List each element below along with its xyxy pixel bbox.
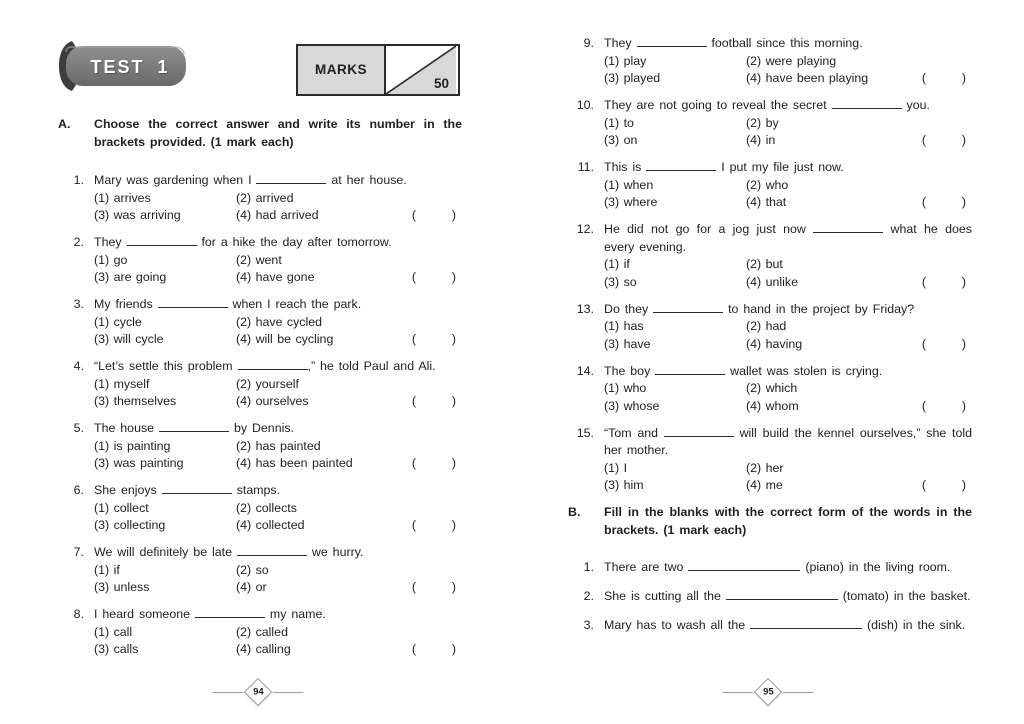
item-text: Mary has to wash all the (dish) in the sink. (604, 618, 966, 632)
question-text: The house by Dennis. (94, 421, 294, 435)
marks-box (296, 44, 460, 96)
option-2: (2) has painted (236, 438, 321, 453)
option-4: (4) had arrived (236, 208, 319, 222)
option-1: (1) call (94, 624, 133, 639)
options-row (54, 207, 462, 225)
question-stem (564, 35, 972, 53)
question-text: They are not going to reveal the secret you. (604, 98, 930, 112)
answer-bracket-close: ) (451, 208, 456, 222)
answer-blank (726, 589, 838, 600)
option-4: (4) me (746, 478, 783, 492)
option-4: (4) or (236, 580, 267, 594)
option-4: (4) that (746, 195, 787, 209)
question-stem (564, 159, 972, 177)
options-row (54, 562, 462, 580)
option-2: (2) have cycled (236, 314, 323, 329)
option-3: (3) have (604, 336, 651, 351)
page-left (54, 0, 462, 724)
question-number: 3. (73, 297, 84, 311)
question-stem (564, 363, 972, 381)
answer-blank (159, 421, 229, 432)
options-row (54, 269, 462, 287)
option-2: (2) who (746, 177, 789, 192)
option-4: (4) have been playing (746, 71, 869, 85)
answer-bracket-close: ) (961, 336, 966, 351)
section-b-label: B. (568, 505, 581, 519)
page-number-diamond (244, 678, 272, 706)
questions-column-right (564, 35, 972, 495)
option-1: (1) arrives (94, 190, 151, 205)
question-number: 15. (576, 425, 594, 440)
question-6 (54, 482, 462, 535)
option-1: (1) who (604, 381, 647, 395)
question-stem (54, 544, 462, 562)
question-text: They for a hike the day after tomorrow. (94, 235, 392, 249)
question-5 (54, 420, 462, 473)
answer-bracket-close: ) (961, 398, 966, 413)
question-stem (564, 425, 972, 460)
test-banner (56, 40, 196, 92)
item-number: 1. (583, 560, 594, 574)
option-1: (1) play (604, 53, 647, 68)
options-row (54, 579, 462, 597)
option-4: (4) will be cycling (236, 332, 334, 346)
question-stem (54, 172, 462, 190)
option-3: (3) collecting (94, 518, 166, 532)
option-4: (4) unlike (746, 274, 798, 289)
option-3: (3) whose (604, 398, 660, 413)
answer-bracket-open: ( (921, 133, 926, 147)
option-4: (4) has been painted (236, 456, 353, 470)
answer-blank (195, 607, 265, 618)
options-row (54, 624, 462, 642)
options-row (564, 477, 972, 495)
section-a-label: A. (58, 117, 71, 131)
page-number-value: 94 (252, 686, 264, 698)
option-3: (3) will cycle (94, 332, 164, 346)
question-text: Do they to hand in the project by Friday? (604, 301, 915, 316)
option-3: (3) was arriving (94, 208, 181, 222)
options-row (564, 274, 972, 292)
item-number: 2. (583, 589, 594, 603)
fill-item-1 (564, 559, 972, 577)
answer-blank (653, 302, 723, 313)
question-10 (564, 97, 972, 150)
section-a-heading (54, 116, 462, 151)
question-11 (564, 159, 972, 212)
question-number: 7. (73, 545, 84, 559)
marks-label: MARKS (298, 46, 386, 94)
option-1: (1) myself (94, 376, 150, 391)
question-number: 10. (576, 98, 594, 112)
options-row (564, 256, 972, 274)
answer-bracket-open: ( (411, 456, 416, 470)
option-4: (4) ourselves (236, 394, 309, 408)
options-row (54, 314, 462, 332)
page-number-line (213, 692, 243, 693)
option-3: (3) on (604, 133, 638, 147)
question-stem (54, 296, 462, 314)
options-row (54, 500, 462, 518)
page-number-line (723, 692, 753, 693)
page-number-line (783, 692, 813, 693)
question-stem (564, 221, 972, 256)
question-12 (564, 221, 972, 291)
options-row (54, 376, 462, 394)
options-row (564, 460, 972, 478)
option-3: (3) calls (94, 642, 139, 656)
answer-blank (832, 98, 902, 109)
options-row (54, 455, 462, 473)
answer-bracket-close: ) (451, 456, 456, 470)
test-banner-title: TEST 1 (90, 57, 170, 77)
options-row (54, 641, 462, 659)
option-3: (3) are going (94, 270, 167, 284)
question-number: 12. (576, 222, 594, 236)
options-row (564, 336, 972, 354)
answer-blank (655, 364, 725, 375)
section-b-heading (564, 504, 972, 539)
question-stem (54, 234, 462, 252)
question-stem (54, 482, 462, 500)
page-number-value: 95 (762, 686, 774, 698)
questions-column-left (54, 172, 462, 659)
question-number: 5. (73, 421, 84, 435)
options-row (564, 53, 972, 71)
option-1: (1) if (94, 562, 120, 577)
question-8 (54, 606, 462, 659)
page-number-right (723, 682, 813, 702)
options-row (564, 380, 972, 398)
question-number: 13. (576, 301, 594, 316)
answer-bracket-open: ( (921, 274, 926, 289)
question-stem (564, 301, 972, 319)
answer-bracket-open: ( (921, 478, 926, 492)
answer-bracket-open: ( (411, 518, 416, 532)
option-2: (2) collects (236, 500, 297, 515)
question-15 (564, 425, 972, 495)
fill-item-3 (564, 617, 972, 635)
answer-blank (688, 560, 800, 571)
question-number: 8. (73, 607, 84, 621)
option-1: (1) I (604, 460, 628, 475)
item-text: There are two (piano) in the living room. (604, 560, 951, 574)
option-3: (3) so (604, 274, 637, 289)
answer-bracket-close: ) (451, 642, 456, 656)
question-1 (54, 172, 462, 225)
option-4: (4) have gone (236, 270, 315, 284)
option-2: (2) yourself (236, 376, 299, 391)
option-4: (4) collected (236, 518, 305, 532)
option-1: (1) go (94, 252, 128, 267)
answer-bracket-open: ( (921, 195, 926, 209)
answer-bracket-close: ) (451, 580, 456, 594)
marks-score-cell (386, 46, 458, 94)
answer-blank (256, 173, 326, 184)
answer-bracket-close: ) (961, 71, 966, 85)
answer-blank (127, 235, 197, 246)
option-3: (3) him (604, 478, 644, 492)
option-2: (2) had (746, 319, 787, 333)
options-row (564, 132, 972, 150)
option-1: (1) is painting (94, 438, 171, 453)
question-stem (54, 358, 462, 376)
option-1: (1) collect (94, 500, 149, 515)
answer-bracket-close: ) (451, 270, 456, 284)
answer-blank (646, 160, 716, 171)
option-2: (2) her (746, 460, 784, 475)
question-number: 4. (73, 359, 84, 373)
question-7 (54, 544, 462, 597)
question-2 (54, 234, 462, 287)
fill-item-2 (564, 588, 972, 606)
answer-blank (237, 545, 307, 556)
option-2: (2) went (236, 252, 282, 267)
options-row (54, 393, 462, 411)
answer-bracket-open: ( (411, 270, 416, 284)
question-text: We will definitely be late we hurry. (94, 545, 364, 559)
marks-total: 50 (433, 75, 449, 91)
page-header (54, 0, 462, 116)
question-text: She enjoys stamps. (94, 483, 281, 497)
answer-blank (158, 297, 228, 308)
question-number: 6. (73, 483, 84, 497)
question-text: “Tom and will build the kennel ourselves,” she told her mother. (604, 425, 973, 457)
question-stem (54, 606, 462, 624)
page-content (564, 0, 972, 635)
section-a-instruction: Choose the correct answer and write its number in the brackets provided. (1 mark each) (94, 117, 462, 149)
options-row (54, 438, 462, 456)
option-3: (3) played (604, 71, 661, 85)
question-number: 1. (73, 173, 84, 187)
question-text: This is I put my file just now. (604, 160, 844, 174)
option-1: (1) cycle (94, 314, 142, 329)
options-row (564, 398, 972, 416)
option-2: (2) but (746, 257, 783, 271)
answer-bracket-open: ( (921, 398, 926, 413)
question-14 (564, 363, 972, 416)
item-number: 3. (583, 618, 594, 632)
answer-bracket-close: ) (451, 394, 456, 408)
option-4: (4) whom (746, 398, 799, 413)
question-text: They football since this morning. (604, 36, 863, 50)
question-stem (564, 97, 972, 115)
answer-blank (637, 36, 707, 47)
page-number-diamond (754, 678, 782, 706)
answer-bracket-open: ( (921, 336, 926, 351)
page-number-line (273, 692, 303, 693)
answer-blank (162, 483, 232, 494)
options-row (564, 318, 972, 336)
page-right (564, 0, 972, 724)
options-row (564, 70, 972, 88)
options-row (54, 517, 462, 535)
options-row (564, 194, 972, 212)
option-2: (2) so (236, 562, 269, 577)
option-3: (3) was painting (94, 456, 184, 470)
question-stem (54, 420, 462, 438)
answer-bracket-close: ) (961, 274, 966, 289)
options-row (564, 177, 972, 195)
answer-bracket-open: ( (411, 208, 416, 222)
option-1: (1) has (604, 319, 644, 333)
option-2: (2) by (746, 115, 779, 130)
question-4 (54, 358, 462, 411)
options-row (564, 115, 972, 133)
option-2: (2) were playing (746, 53, 837, 68)
question-text: Mary was gardening when I at her house. (94, 173, 407, 187)
answer-bracket-open: ( (411, 394, 416, 408)
option-4: (4) having (746, 336, 803, 351)
option-1: (1) if (604, 257, 630, 271)
answer-bracket-close: ) (451, 332, 456, 346)
question-number: 9. (583, 36, 594, 50)
options-row (54, 252, 462, 270)
option-3: (3) where (604, 195, 658, 209)
answer-bracket-open: ( (921, 71, 926, 85)
question-number: 2. (73, 235, 84, 249)
question-number: 14. (576, 363, 594, 378)
answer-bracket-close: ) (961, 478, 966, 492)
question-text: The boy wallet was stolen is crying. (604, 363, 883, 378)
answer-bracket-close: ) (451, 518, 456, 532)
answer-blank (750, 618, 862, 629)
answer-bracket-close: ) (961, 133, 966, 147)
answer-blank (813, 222, 883, 233)
option-4: (4) in (746, 133, 776, 147)
option-3: (3) unless (94, 580, 150, 594)
option-3: (3) themselves (94, 394, 177, 408)
options-row (54, 331, 462, 349)
answer-blank (664, 426, 734, 437)
options-row (54, 190, 462, 208)
option-1: (1) when (604, 177, 654, 192)
question-text: “Let’s settle this problem ,” he told Paul and Ali. (94, 359, 436, 373)
option-2: (2) arrived (236, 190, 294, 205)
item-text: She is cutting all the (tomato) in the basket. (604, 589, 971, 603)
answer-bracket-close: ) (961, 195, 966, 209)
section-b-instruction: Fill in the blanks with the correct form of the words in the brackets. (1 mark each) (604, 505, 972, 537)
question-9 (564, 35, 972, 88)
answer-blank (238, 359, 308, 370)
answer-bracket-open: ( (411, 580, 416, 594)
question-number: 11. (577, 160, 594, 174)
question-text: He did not go for a jog just now what he does every evening. (604, 222, 972, 254)
option-1: (1) to (604, 115, 634, 130)
question-text: I heard someone my name. (94, 607, 326, 621)
question-text: My friends when I reach the park. (94, 297, 362, 311)
option-2: (2) which (746, 381, 798, 395)
page-number-left (213, 682, 303, 702)
answer-bracket-open: ( (411, 332, 416, 346)
fill-items-list (564, 559, 972, 635)
option-2: (2) called (236, 624, 288, 639)
answer-bracket-open: ( (411, 642, 416, 656)
question-13 (564, 301, 972, 354)
option-4: (4) calling (236, 642, 291, 656)
question-3 (54, 296, 462, 349)
